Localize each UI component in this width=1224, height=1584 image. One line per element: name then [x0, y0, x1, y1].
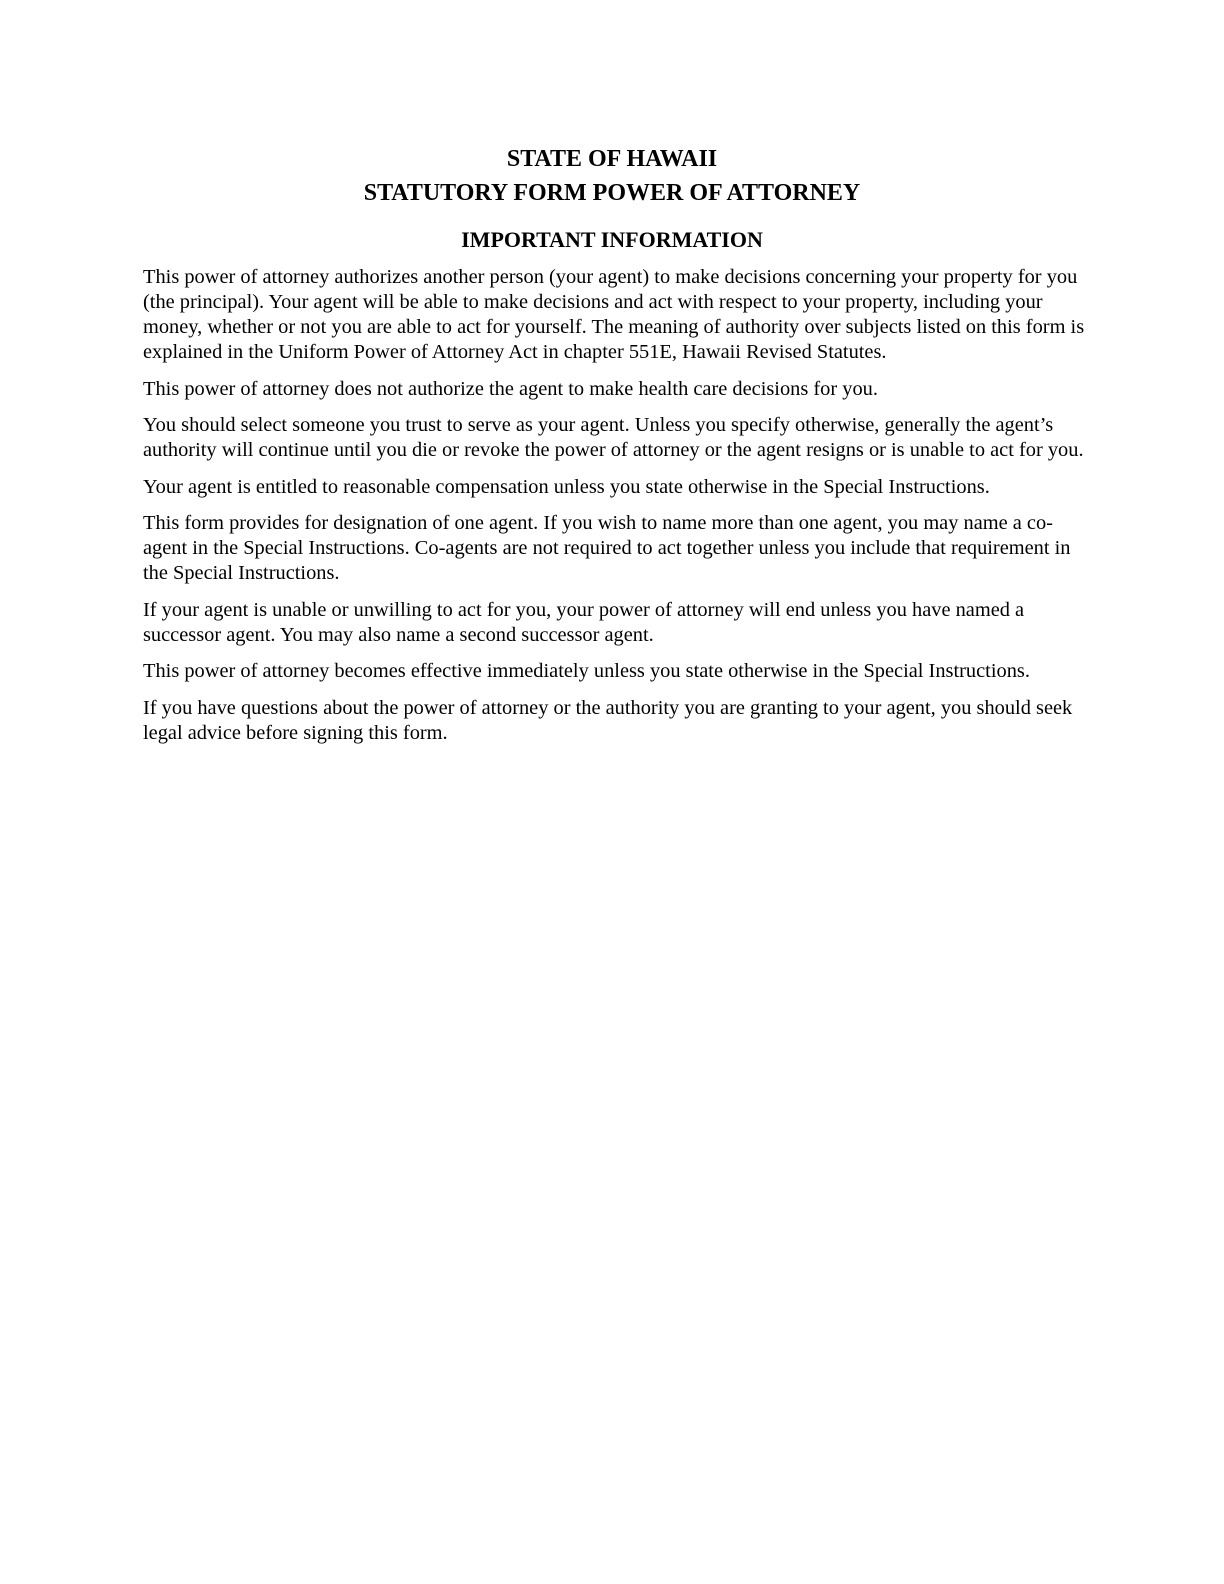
body-text [143, 265, 1088, 757]
paragraph: This power of attorney does not authorize the agent to make health care decisions for you. [143, 377, 878, 400]
paragraph: Your agent is entitled to reasonable compensation unless you state otherwise in the Special Instructions. [143, 475, 990, 498]
paragraph: This power of attorney becomes effective immediately unless you state otherwise in the Special Instructions. [143, 660, 1030, 682]
paragraph: This form provides for designation of one agent. If you wish to name more than one agent, you may name a co-agent in the Special Instructions. Co-agents are not required to act together unless you include that requirement in the Special Instructions. [143, 512, 1071, 584]
paragraph: If your agent is unable or unwilling to act for you, your power of attorney will end unless you have named a successor agent. You may also name a second successor agent. [143, 598, 1025, 646]
paragraph: This power of attorney authorizes another person (your agent) to make decisions concerning your property for you (the principal). Your agent will be able to make decisions and act with respect to your property, including your money, whether or not you are able to act for yourself. The meaning of authority over subjects listed on this form is explained in the Uniform Power of Attorney Act in chapter 551E, Hawaii Revised Statutes. [143, 266, 1085, 363]
paragraph: If you have questions about the power of attorney or the authority you are granting to your agent, you should seek legal advice before signing this form. [143, 696, 1073, 744]
document-title [0, 142, 1224, 210]
title-form-name: STATUTORY FORM POWER OF ATTORNEY [363, 180, 861, 206]
title-state: STATE OF HAWAII [506, 146, 718, 172]
paragraph: You should select someone you trust to serve as your agent. Unless you specify otherwise, generally the agent’s authority will continue until you die or revoke the power of attorney or the agent resigns or is unable to act for you. [143, 414, 1084, 461]
section-heading: IMPORTANT INFORMATION [461, 227, 763, 252]
